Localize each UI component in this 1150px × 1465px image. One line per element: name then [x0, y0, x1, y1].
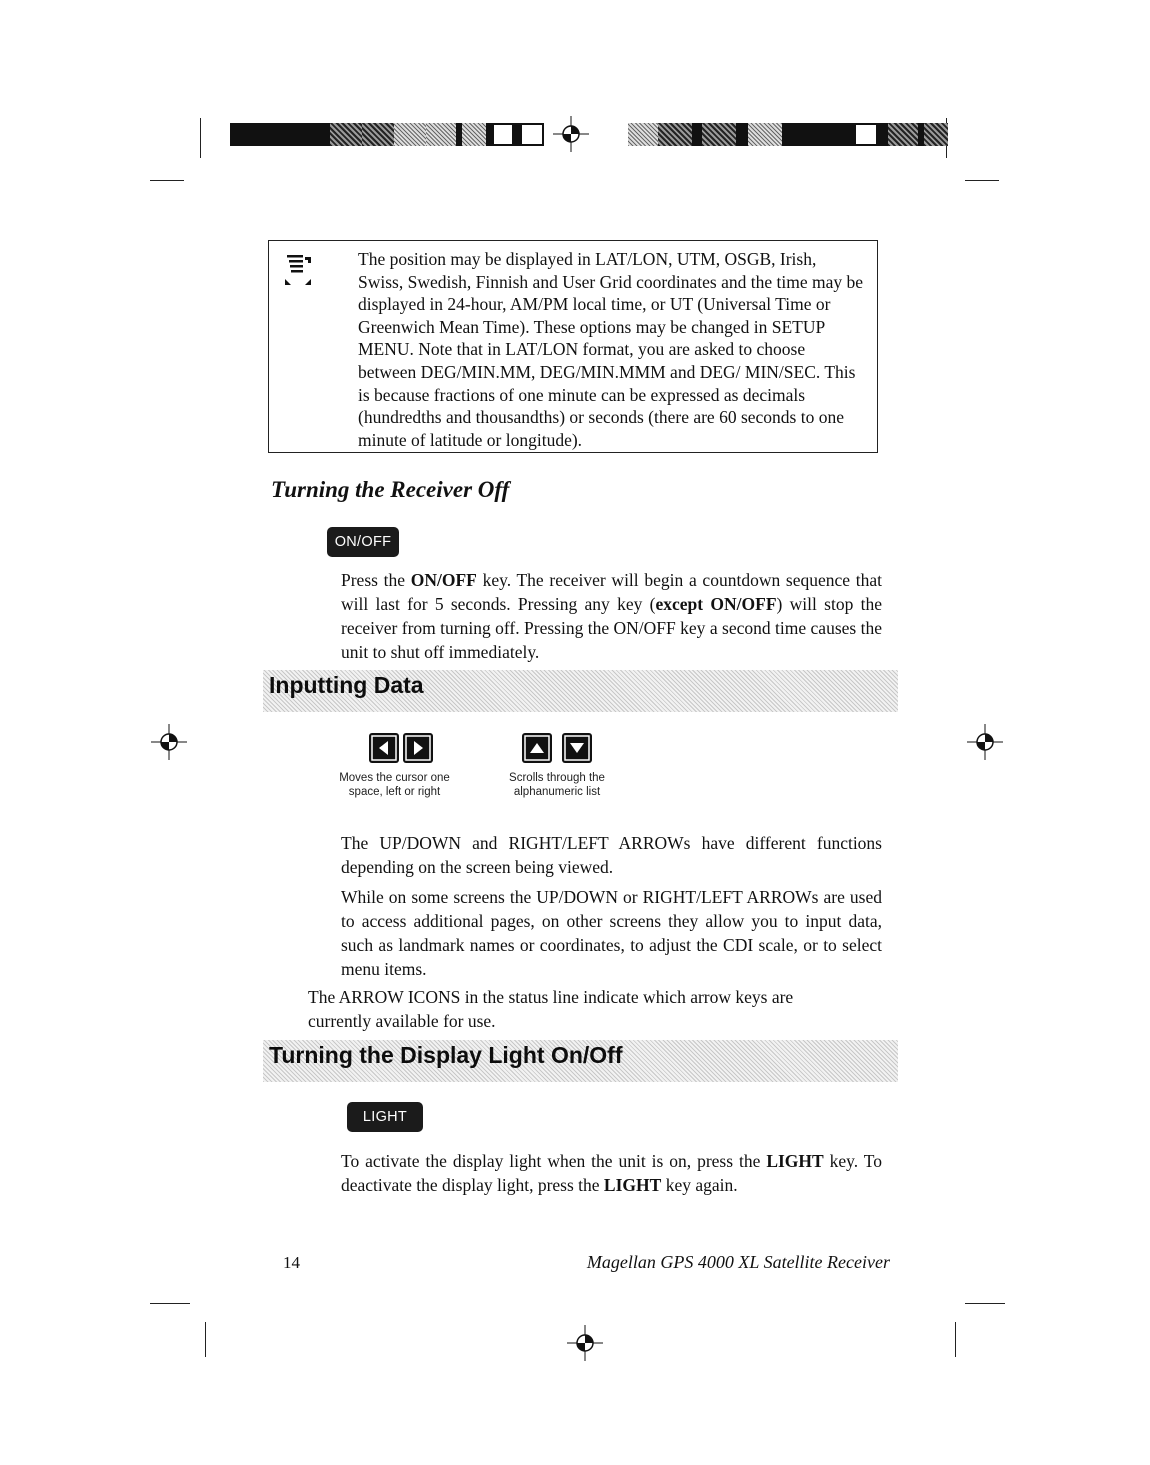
crop-mark-left-bottom [205, 1322, 206, 1357]
heading-turning-off: Turning the Receiver Off [271, 477, 510, 502]
display-light-paragraph: To activate the display light when the unit is on, press the LIGHT key. To deactivate the display light, press the LIGHT key again. [341, 1151, 882, 1195]
color-bar-right [628, 123, 948, 146]
note-icon [281, 251, 315, 291]
onoff-key: ON/OFF [327, 527, 399, 557]
heading-display-light: Turning the Display Light On/Off [269, 1042, 623, 1068]
registration-mark-left [151, 724, 187, 760]
up-arrow-key [522, 733, 552, 763]
registration-mark-right [967, 724, 1003, 760]
input-paragraph-2: While on some screens the UP/DOWN or RIGHT/LEFT ARROWs are used to access additional pages, on other screens they allow you to input data, such as landmark names or coordinates, to adjust the CDI scale, or to select menu items. [341, 887, 882, 979]
heading-inputting-data: Inputting Data [269, 672, 424, 698]
turning-off-paragraph: Press the ON/OFF key. The receiver will begin a countdown sequence that will last for 5 seconds. Pressing any key (except ON/OFF) will stop the receiver from turning off. Pressing the ON/OFF key a second time causes the unit to shut off immediately. [341, 570, 883, 662]
input-paragraph-1: The UP/DOWN and RIGHT/LEFT ARROWs have different functions depending on the screen being viewed. [341, 833, 882, 877]
note-box [268, 240, 878, 453]
left-arrow-icon [369, 733, 399, 763]
right-arrow-key [403, 733, 433, 763]
right-arrow-icon [403, 733, 433, 763]
crop-mark-left-bottom-h [150, 1303, 190, 1304]
registration-mark-bottom [567, 1325, 603, 1361]
registration-mark-top [553, 116, 589, 152]
crop-mark-right-bottom-h [965, 1303, 1005, 1304]
crop-mark-right-bottom [955, 1322, 956, 1357]
input-paragraph-3: The ARROW ICONS in the status line indicate which arrow keys are currently available for use. [308, 987, 794, 1031]
color-bar-left [230, 123, 544, 146]
footer-title: Magellan GPS 4000 XL Satellite Receiver [586, 1252, 890, 1272]
down-arrow-icon [562, 733, 592, 763]
crop-mark-left-top [200, 118, 201, 158]
banner-display-light [263, 1040, 898, 1082]
crop-mark-left-h [150, 180, 184, 181]
page-number: 14 [283, 1253, 300, 1272]
left-arrow-key [369, 733, 399, 763]
up-arrow-icon [522, 733, 552, 763]
note-text: The position may be displayed in LAT/LON, UTM, OSGB, Irish, Swiss, Swedish, Finnish and User Grid coordinates and the time may be displayed in 24-hour, AM/PM local time, or UT (Universal Time or Greenwich Mean Time). These options may be changed in SETUP MENU. Note that in LAT/LON format, you are asked to choose between DEG/MIN.MM, DEG/MIN.MMM and DEG/ MIN/SEC. This is because fractions of one minute can be expressed as decimals (hundredths and thousandths) or seconds (there are 60 seconds to one minute of latitude or longitude). [358, 249, 864, 450]
crop-mark-right-h [965, 180, 999, 181]
down-arrow-key [562, 733, 592, 763]
light-key: LIGHT [347, 1102, 423, 1132]
banner-inputting-data [263, 670, 898, 712]
caption-left-right: Moves the cursor one space, left or right [339, 772, 450, 798]
caption-up-down: Scrolls through the alphanumeric list [509, 772, 605, 798]
